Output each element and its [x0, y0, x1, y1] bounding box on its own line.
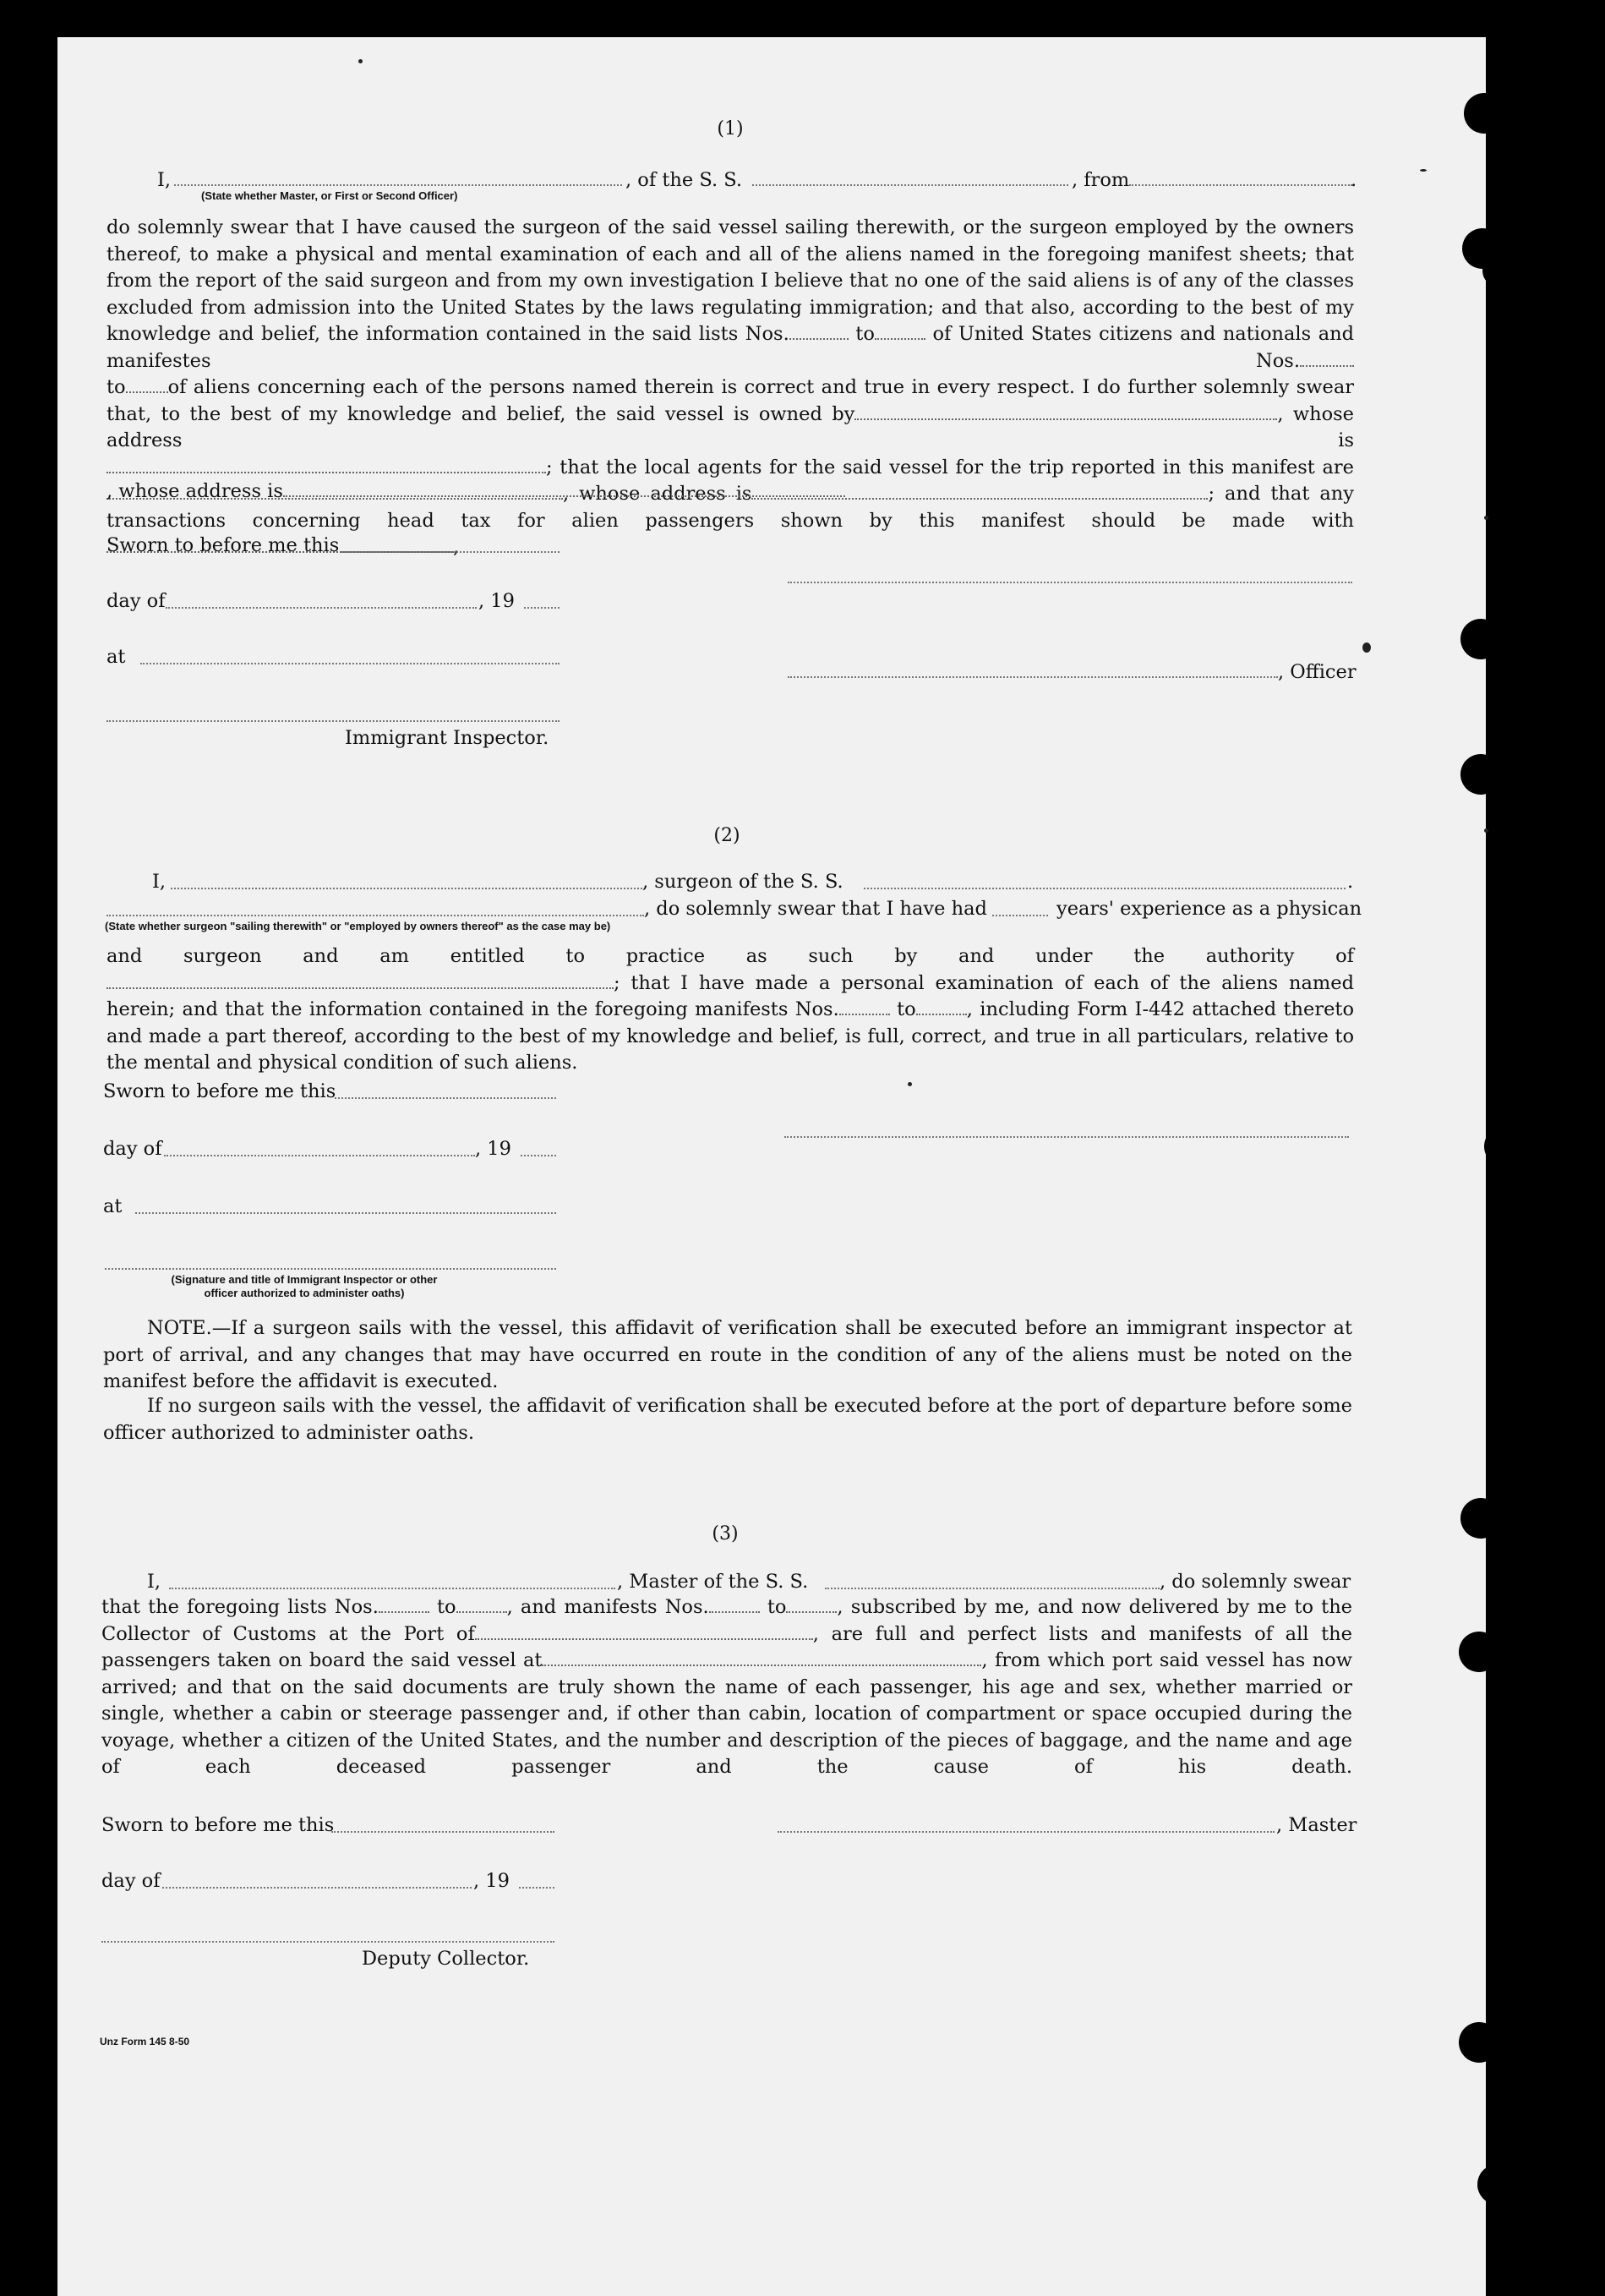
- s1-day-line[interactable]: [166, 607, 477, 609]
- s1-officer-line[interactable]: [788, 676, 1278, 678]
- s3-intro-i: I,: [147, 1571, 161, 1593]
- s1-of-ss: , of the S. S.: [625, 169, 743, 191]
- s1-officer-hint: (State whether Master, or First or Second Officer): [201, 189, 458, 202]
- s2-oath-body: and surgeon and am entitled to practice as such by and under the authority of; that I have made a personal examination of each of the aliens named herein; and that the information contained in the foregoing manifests Nos. to , including Form I-442 attached thereto and made a part thereof, according to the best of my knowledge and belief, is full, correct, and true in all particulars, relative to the mental and physical condition of such aliens.: [106, 945, 1355, 1074]
- s2-surgeon-type-line[interactable]: [106, 915, 644, 916]
- s2-intro-i: I,: [152, 871, 167, 893]
- s3-collector-label: Deputy Collector.: [362, 1948, 530, 1970]
- section-2-number: (2): [713, 825, 740, 846]
- punch-hole: [1460, 754, 1501, 795]
- s3-vessel-line[interactable]: [825, 1588, 1160, 1589]
- s1-vessel-line[interactable]: [752, 184, 1068, 186]
- s2-year-line[interactable]: [521, 1155, 556, 1156]
- note-2: If no surgeon sails with the vessel, the affidavit of verification shall be executed before at the port of departure before some officer authorized to administer oaths.: [103, 1395, 1352, 1444]
- s2-at-label: at: [103, 1195, 123, 1217]
- s1-year-line[interactable]: [524, 607, 560, 609]
- punch-hole: [1459, 2022, 1499, 2063]
- s3-master-signature-line[interactable]: [778, 1831, 1275, 1833]
- s2-signature-hint: (Signature and title of Immigrant Inspector or other officer authorized to administer oaths): [171, 1273, 438, 1299]
- punch-hole: [1459, 1632, 1499, 1672]
- s1-signature-line[interactable]: [788, 582, 1352, 583]
- s1-inspector-label: Immigrant Inspector.: [345, 727, 549, 749]
- punch-hole: [1460, 1498, 1501, 1539]
- speck: [1420, 169, 1427, 172]
- s1-officer-name-line[interactable]: [174, 184, 622, 186]
- s2-vessel-line[interactable]: [864, 888, 1346, 889]
- s2-sworn-label: Sworn to before me this: [103, 1080, 336, 1102]
- s2-day-of-label: day of: [103, 1138, 162, 1160]
- s2-period: .: [1347, 871, 1354, 893]
- s1-from: , from: [1072, 169, 1130, 191]
- s3-day-of-label: day of: [101, 1870, 161, 1892]
- s3-year-line[interactable]: [519, 1887, 554, 1889]
- s2-surgeon-of: , surgeon of the S. S.: [642, 871, 843, 893]
- s2-swear-text: , do solemnly swear that I have had: [644, 898, 987, 920]
- s3-sworn-line[interactable]: [331, 1831, 554, 1833]
- section-1-number: (1): [717, 118, 744, 139]
- s2-years-line[interactable]: [992, 915, 1048, 916]
- note-1: NOTE.—If a surgeon sails with the vessel, this affidavit of verification shall be executed before an immigrant inspector at port of arrival, and any changes that may have occurred en route in the condition of any of the aliens must be noted on the manifest before the affidavit is executed.: [103, 1317, 1352, 1392]
- s2-sworn-line[interactable]: [335, 1097, 556, 1099]
- speck: [908, 1082, 912, 1086]
- punch-hole: [1464, 93, 1504, 134]
- speck: [1362, 642, 1371, 653]
- s1-officer-label: , Officer: [1278, 661, 1357, 683]
- s3-collector-line[interactable]: [101, 1941, 554, 1943]
- s3-master-of: , Master of the S. S.: [617, 1571, 809, 1593]
- s1-sworn-line[interactable]: [341, 551, 560, 553]
- s2-inspector-signature-line[interactable]: [105, 1268, 556, 1270]
- s1-head-tax-address: , whose address is: [106, 480, 845, 502]
- s1-year-label: , 19: [478, 590, 515, 612]
- s1-at-line[interactable]: [140, 663, 560, 664]
- s2-day-line[interactable]: [164, 1155, 475, 1156]
- s2-year-label: , 19: [475, 1138, 511, 1160]
- section-3-number: (3): [712, 1523, 739, 1544]
- s2-years-text: years' experience as a physican: [1056, 898, 1362, 920]
- speck: [358, 59, 363, 63]
- s3-master-name-line[interactable]: [169, 1588, 615, 1589]
- s1-period: .: [1351, 169, 1357, 191]
- s1-oath-body: do solemnly swear that I have caused the surgeon of the said vessel sailing therewith, or the surgeon employed by the owners thereof, to make a physical and mental examination of each and all of the aliens named in the foregoing manifest sheets; that from the report of the said surgeon and from my own investigation I believe that no one of the said aliens is of any of the classes excluded from admission into the United States by the laws regulating immigration; and that also, according to the best of my knowledge and belief, the information contained in the said lists Nos. to of United States citizens and nationals and manifestes Nos. to of aliens concerning each of the persons named therein is correct and true in every respect. I do further solemnly swear that, to the best of my knowledge and belief, the said vessel is owned by , whose address is ; that the local agents for the said vessel for the trip reported in this manifest are , whose address is ; and that any transactions concerning head tax for alien passengers shown by this manifest should be made with,: [106, 216, 1355, 558]
- s1-at-label: at: [106, 646, 126, 668]
- form-id: Unz Form 145 8-50: [100, 2036, 190, 2047]
- s1-sworn-label: Sworn to before me this: [106, 534, 340, 556]
- s3-day-line[interactable]: [162, 1887, 472, 1889]
- punch-hole: [1460, 619, 1501, 659]
- s3-master-label: , Master: [1276, 1814, 1357, 1836]
- punch-hole: [1484, 1126, 1525, 1167]
- s1-day-of-label: day of: [106, 590, 166, 612]
- s3-year-label: , 19: [473, 1870, 510, 1892]
- speck: [1484, 516, 1488, 520]
- s2-at-line[interactable]: [135, 1212, 556, 1214]
- s1-from-line[interactable]: [1129, 184, 1352, 186]
- punch-hole: [1482, 254, 1516, 287]
- speck: [1484, 828, 1488, 833]
- punch-hole: [1477, 2164, 1518, 2205]
- s1-intro-i: I,: [157, 169, 172, 191]
- s3-oath-body: that the foregoing lists Nos. to , and manifests Nos. to , subscribed by me, and now delivered by me to the Collector of Customs at the Port of , are full and perfect lists and manifests of all the passengers taken on board the said vessel at , from which port said vessel has now arrived; and that on the said documents are truly shown the name of each passenger, his age and sex, whether married or single, whether a cabin or steerage passenger and, if other than cabin, location of compartment or space occupied during the voyage, whether a citizen of the United States, and the number and description of the pieces of baggage, and the name and age of each deceased passenger and the cause of his death.: [101, 1596, 1353, 1778]
- s3-swear: , do solemnly swear: [1160, 1571, 1351, 1593]
- s1-inspector-line[interactable]: [106, 720, 560, 722]
- s2-surgeon-name-line[interactable]: [171, 888, 642, 889]
- s3-sworn-label: Sworn to before me this: [101, 1814, 335, 1836]
- s2-signature-line[interactable]: [784, 1136, 1349, 1138]
- s2-surgeon-hint: (State whether surgeon "sailing therewith" or "employed by owners thereof" as the case may be): [105, 920, 611, 932]
